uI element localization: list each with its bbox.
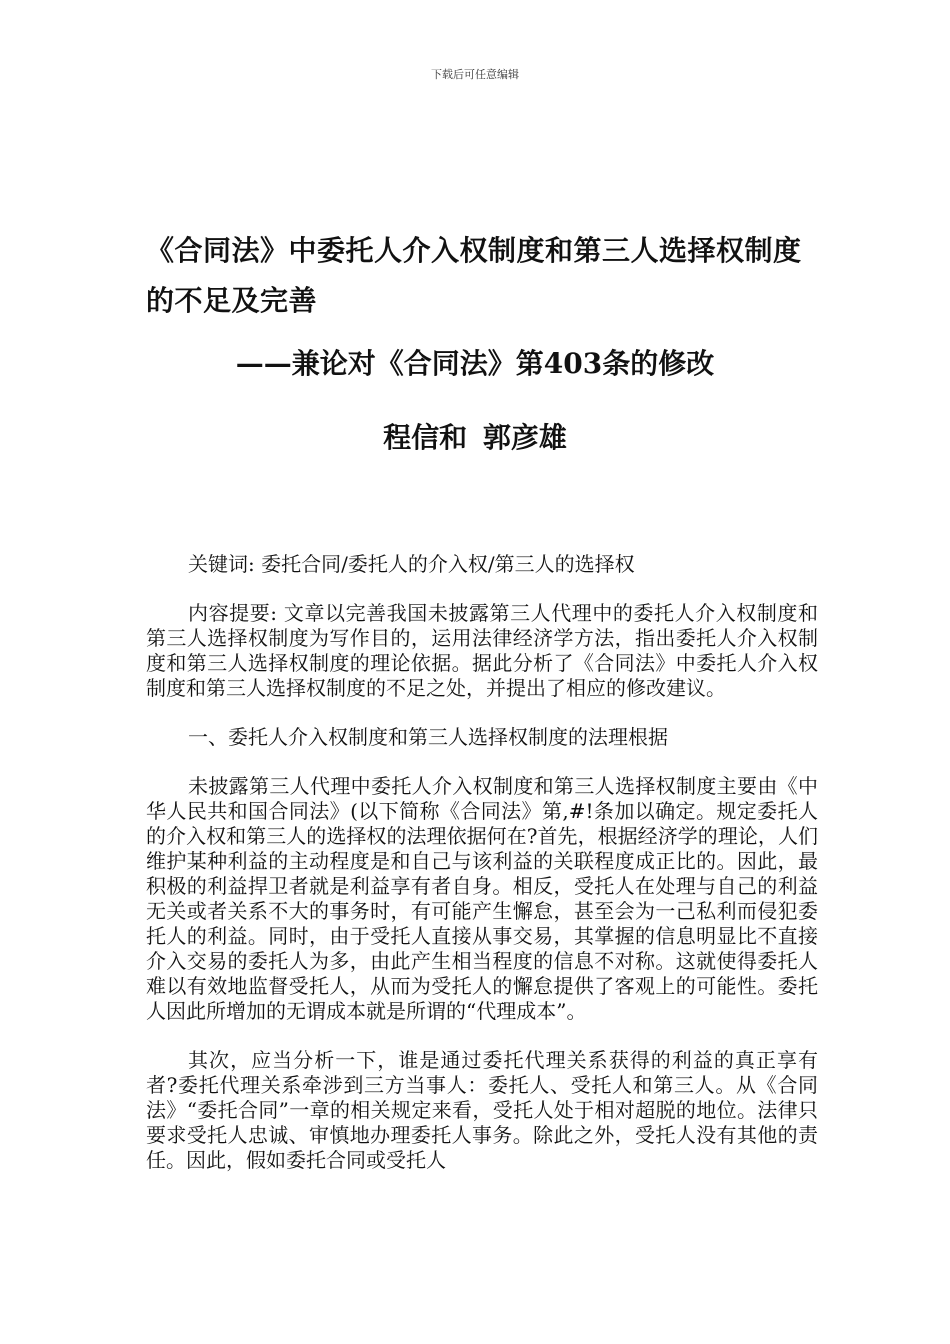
body-text xyxy=(146,552,818,1197)
section-heading: 一、委托人介入权制度和第三人选择权制度的法理根据 xyxy=(188,725,668,749)
document-subtitle: ——兼论对《合同法》第403条的修改 xyxy=(235,347,715,380)
body-paragraph: 其次，应当分析一下，谁是通过委托代理关系获得的利益的真正享有者?委托代理关系牵涉到三方当事人：委托人、受托人和第三人。从《合同法》“委托合同”一章的相关规定来看，受托人处于相对超脱的地位。法律只要求受托人忠诚、审慎地办理委托人事务。除此之外，受托人没有其他的责任。因此，假如委托合同或受托人 xyxy=(146,1048,818,1172)
keywords-paragraph: 关键词: 委托合同/委托人的介入权/第三人的选择权 xyxy=(188,552,635,576)
abstract-paragraph: 内容提要: 文章以完善我国未披露第三人代理中的委托人介入权制度和第三人选择权制度为写作目的，运用法律经济学方法，指出委托人介入权制度和第三人选择权制度的理论依据。据此分析了《合同法》中委托人介入权制度和第三人选择权制度的不足之处，并提出了相应的修改建议。 xyxy=(146,601,818,700)
authors: 程信和 郭彦雄 xyxy=(383,421,567,454)
header-note: 下载后可任意编辑 xyxy=(431,68,519,81)
body-paragraph: 未披露第三人代理中委托人介入权制度和第三人选择权制度主要由《中华人民共和国合同法》(以下简称《合同法》第,#!条加以确定。规定委托人的介入权和第三人的选择权的法理依据何在?首先，根据经济学的理论，人们维护某种利益的主动程度是和自己与该利益的关联程度成正比的。因此，最积极的利益捍卫者就是利益享有者自身。相反，受托人在处理与自己的利益无关或者关系不大的事务时，有可能产生懈怠，甚至会为一己私利而侵犯委托人的利益。同时，由于受托人直接从事交易，其掌握的信息明显比不直接介入交易的委托人为多，由此产生相当程度的信息不对称。这就使得委托人难以有效地监督受托人，从而为受托人的懈怠提供了客观上的可能性。委托人因此所增加的无谓成本就是所谓的“代理成本”。 xyxy=(146,774,818,1023)
document-title: 《合同法》中委托人介入权制度和第三人选择权制度的不足及完善 xyxy=(146,234,802,317)
